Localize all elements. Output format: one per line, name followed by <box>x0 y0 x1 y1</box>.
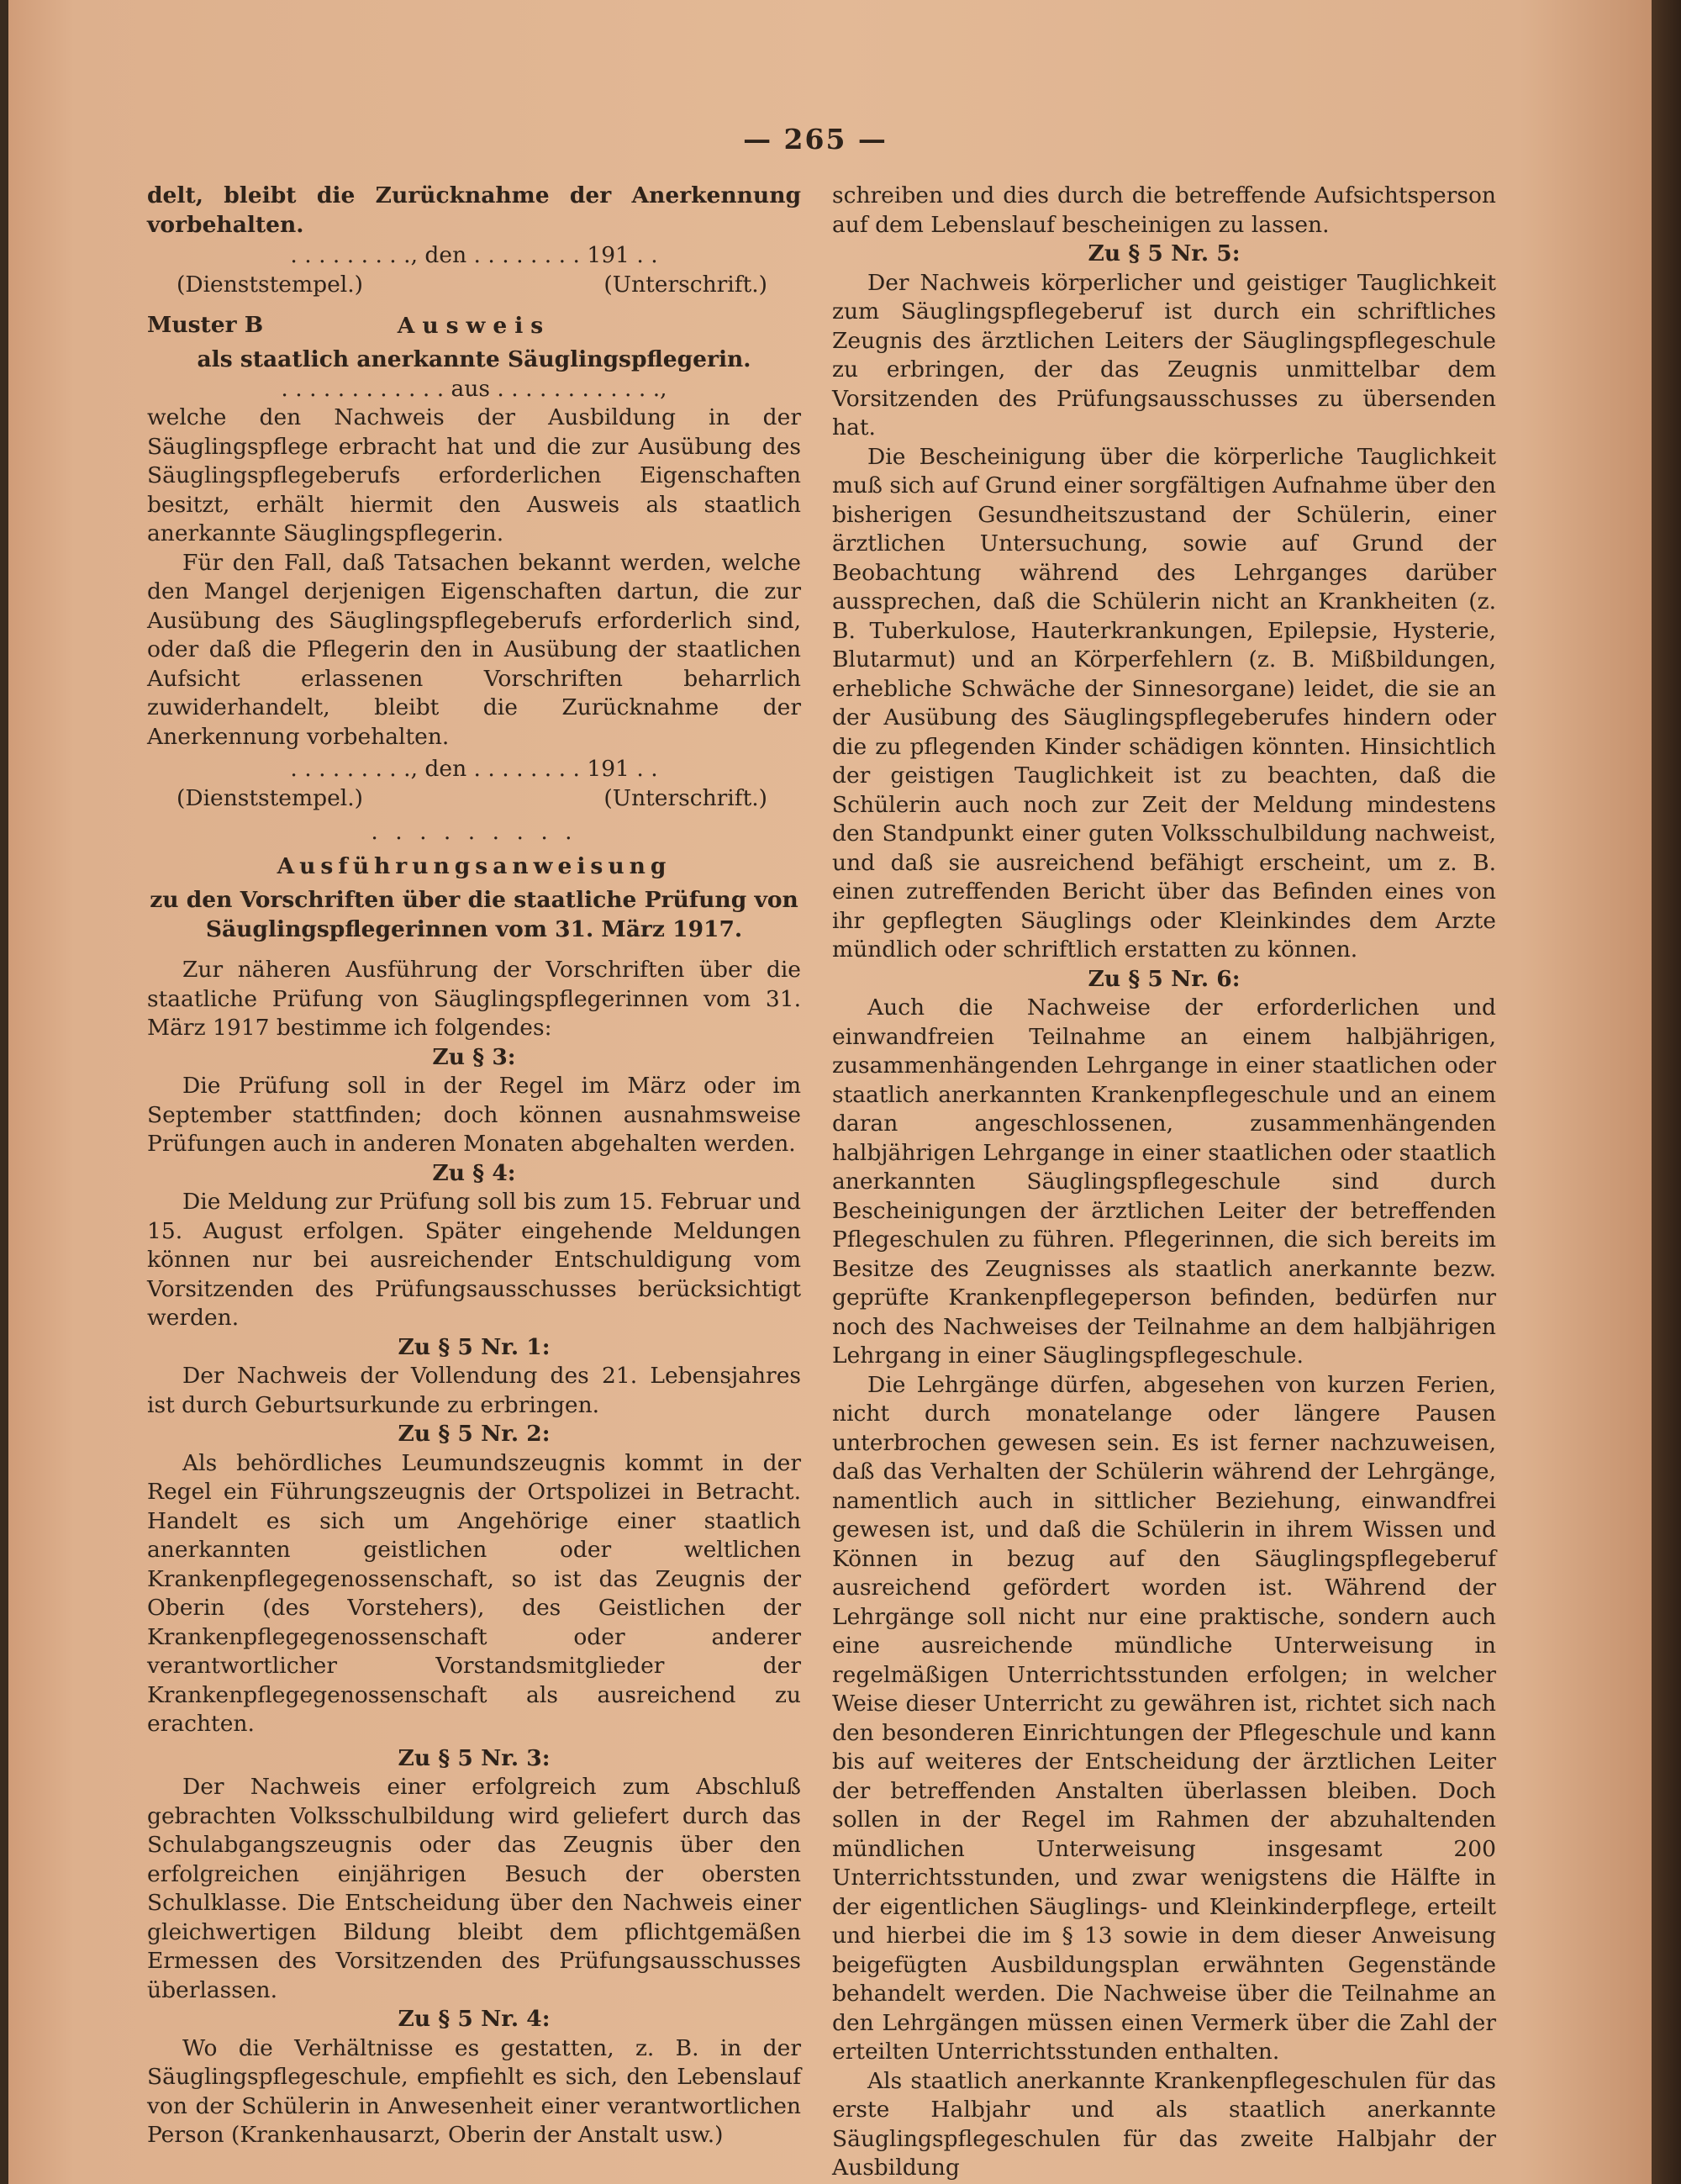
heading-para-5-nr-5: Zu § 5 Nr. 5: <box>1088 240 1241 266</box>
right-paragraph-5: Die Lehrgänge dürfen, abgesehen von kurzen Ferien, nicht durch monatelange oder längere Pausen unterbrochen gewesen sein. Es ist ferner nachzuweisen, daß das Verhalten der Schülerin während der Lehrgänge, namentlich auch in sittlicher Beziehung, einwandfrei gewesen ist, und daß die Schülerin in ihrem Wissen und Können in bezug auf den Säuglingspflegeberuf ausreichend gefördert worden ist. Während der Lehrgänge soll nicht nur eine praktische, sondern auch eine ausreichende mündliche Unterweisung in regelmäßigen Unterrichtsstunden erfolgen; in welcher Weise dieser Unterricht zu gewähren ist, richtet sich nach den besonderen Einrichtungen der Pflegeschule und kann bis auf weiteres der Entscheidung der ärztlichen Leiter der betreffenden Anstalten überlassen bleiben. Doch sollen in der Regel im Rahmen der abzuhaltenden mündlichen Unterweisung insgesamt 200 Unterrichtsstunden, und zwar wenigstens die Hälfte in der eigentlichen Säuglings- und Kleinkinderpflege, erteilt und hierbei die im § 13 sowie in dem dieser Anweisung beigefügten Ausbildungsplan erwähnten Gegenstände behandelt werden. Die Nachweise über die Teilnahme an den Lehrgängen müssen einen Vermerk über die Zahl der erteilten Unterrichtsstunden enthalten. <box>832 1371 1496 2065</box>
ausweis-title: Ausweis <box>397 312 551 339</box>
right-paragraph-6: Als staatlich anerkannte Krankenpflegeschulen für das erste Halbjahr und als staatlich anerkannte Säuglingspflegeschulen für das zweite Halbjahr der Ausbildung <box>832 2067 1496 2181</box>
right-paragraph-3: Die Bescheinigung über die körperliche Tauglichkeit muß sich auf Grund einer sorgfältigen Aufnahme über den bisherigen Gesundheitszustand der Schülerin, einer ärztlichen Untersuchung, sowie auf Grund der Beobachtung während des Lehrganges darüber aussprechen, daß die Schülerin nicht an Krankheiten (z. B. Tuberkulose, Hauterkrankungen, Epilepsie, Hysterie, Blutarmut) und an Körperfehlern (z. B. Mißbildungen, erhebliche Schwäche der Sinnesorgane) leidet, die sie an der Ausübung des Säuglingspflegeberufes hindern oder die zu pflegenden Kinder schädigen könnten. Hinsichtlich der geistigen Tauglichkeit ist zu beachten, daß die Schülerin auch noch zur Zeit der Meldung mindestens den Standpunkt einer guten Volksschulbildung nachweist, und daß sie ausreichend befähigt erscheint, um z. B. einen zutreffenden Bericht über das Befinden eines von ihr gepflegten Säuglings oder Kleinkindes dem Arzte mündlich oder schriftlich erstatten zu können. <box>832 443 1496 963</box>
left-paragraph-4: Zur näheren Ausführung der Vorschriften über die staatliche Prüfung von Säuglingspflegerinnen vom 31. März 1917 bestimme ich folgendes: <box>147 957 801 1041</box>
ausweis-subtitle: als staatlich anerkannte Säuglingspflegerin. <box>197 346 751 372</box>
heading-para-5-nr-4: Zu § 5 Nr. 4: <box>398 2006 551 2032</box>
left-paragraph-10: Wo die Verhältnisse es gestatten, z. B. in der Säuglingspflegeschule, empfiehlt es sich, den Lebenslauf von der Schülerin in Anwesenheit einer verantwortlichen Person (Krankenhausarzt, Oberin der Anstalt usw.) <box>147 2034 801 2148</box>
ausfuehrung-title: Ausführungsanweisung <box>277 852 672 879</box>
heading-para-5-nr-2: Zu § 5 Nr. 2: <box>398 1421 551 1447</box>
signature-labels-1 <box>147 271 801 300</box>
separator-dots: . . . . . . . . . <box>371 819 577 845</box>
left-paragraph-3: Für den Fall, daß Tatsachen bekannt werden, welche den Mangel derjenigen Eigenschaften dartun, die zur Ausübung des Säuglingspflegeberufs erforderlich sind, oder daß die Pflegerin den in Ausübung der staatlichen Aufsicht erlassenen Vorschriften beharrlich zuwiderhandelt, bleibt die Zurücknahme der Anerkennung vorbehalten. <box>147 549 801 750</box>
left-paragraph-8: Als behördliches Leumundszeugnis kommt in der Regel ein Führungszeugnis der Ortspolizei in Betracht. Handelt es sich um Angehörige einer staatlich anerkannten geistlichen oder weltlichen Krankenpflegegenossenschaft, so ist das Zeugnis der Oberin (des Vorstehers), des Geistlichen der Krankenpflegegenossenschaft oder anderer verantwortlicher Vorstandsmitglieder der Krankenpflegegenossenschaft als ausreichend zu erachten. <box>147 1449 801 1737</box>
heading-para-5-nr-6: Zu § 5 Nr. 6: <box>1088 965 1241 992</box>
right-paragraph-1: schreiben und dies durch die betreffende Aufsichtsperson auf dem Lebenslauf bescheinigen zu lassen. <box>832 182 1496 238</box>
left-paragraph-7: Der Nachweis der Vollendung des 21. Lebensjahres ist durch Geburtsurkunde zu erbringen. <box>147 1363 801 1418</box>
stamp-label: (Dienststempel.) <box>177 784 364 811</box>
signature-labels-2 <box>147 784 801 814</box>
page-number: — 265 — <box>743 123 888 156</box>
left-paragraph-2: welche den Nachweis der Ausbildung in der Säuglingspflege erbracht hat und die zur Ausübung des Säuglingspflegeberufs erforderlichen Eigenschaften besitzt, erhält hiermit den Ausweis als staatlich anerkannte Säuglingspflegerin. <box>147 404 801 546</box>
heading-para-3: Zu § 3: <box>432 1043 516 1070</box>
signature-label: (Unterschrift.) <box>603 271 767 298</box>
signature-label: (Unterschrift.) <box>603 784 767 811</box>
left-paragraph-9: Der Nachweis einer erfolgreich zum Abschluß gebrachten Volksschulbildung wird geliefert durch das Schulabgangszeugnis oder das Zeugnis über den erfolgreichen einjährigen Besuch der obersten Schulklasse. Die Entscheidung über den Nachweis einer gleichwertigen Bildung bleibt dem pflichtgemäßen Ermessen des Vorsitzenden des Prüfungsausschusses überlassen. <box>147 1774 801 2003</box>
heading-para-5-nr-3: Zu § 5 Nr. 3: <box>398 1744 551 1771</box>
left-paragraph-6: Die Meldung zur Prüfung soll bis zum 15. Februar und 15. August erfolgen. Später eingehende Meldungen können nur bei ausreichender Entschuldigung vom Vorsitzenden des Prüfungsausschusses berücksichtigt werden. <box>147 1189 801 1331</box>
stamp-label: (Dienststempel.) <box>177 271 364 298</box>
right-paragraph-4: Auch die Nachweise der erforderlichen und einwandfreien Teilnahme an einem halbjährigen, zusammenhängenden Lehrgange in einer staatlichen oder staatlich anerkannten Krankenpflegeschule und an einem daran angeschlossenen, zusammenhängenden halbjährigen Lehrgange in einer staatlichen oder staatlich anerkannten Säuglingspflegeschule sind durch Bescheinigungen der ärztlichen Leiter der betreffenden Pflegeschulen zu führen. Pflegerinnen, die sich bereits im Besitze des Zeugnisses als staatlich anerkannte bezw. geprüfte Krankenpflegeperson befinden, bedürfen nur noch des Nachweises der Teilnahme an dem halbjährigen Lehrgang in einer Säuglingspflegeschule. <box>832 994 1496 1369</box>
left-paragraph-1: delt, bleibt die Zurücknahme der Anerkennung vorbehalten. <box>147 182 801 238</box>
muster-label: Muster B <box>147 312 264 338</box>
heading-para-5-nr-1: Zu § 5 Nr. 1: <box>398 1333 551 1360</box>
heading-para-4: Zu § 4: <box>432 1159 516 1186</box>
left-paragraph-5: Die Prüfung soll in der Regel im März oder im September stattfinden; doch können ausnahmsweise Prüfungen auch in anderen Monaten abgehalten werden. <box>147 1073 801 1157</box>
book-spine <box>1652 0 1681 2184</box>
signature-line-1: . . . . . . . . ., den . . . . . . . . 191 . . <box>290 242 658 268</box>
right-paragraph-2: Der Nachweis körperlicher und geistiger Tauglichkeit zum Säuglingspflegeberuf ist durch ein schriftliches Zeugnis des ärztlichen Leiters der Säuglingspflegeschule zu erbringen, der das Zeugnis unmittelbar dem Vorsitzenden des Prüfungsausschusses zu übersenden hat. <box>832 269 1496 440</box>
right-column <box>832 182 1496 2183</box>
left-column <box>147 182 801 2150</box>
ausfuehrung-subtitle: zu den Vorschriften über die staatliche Prüfung von Säuglingspflegerinnen vom 31. März 1917. <box>150 887 798 942</box>
signature-line-2: . . . . . . . . ., den . . . . . . . . 191 . . <box>290 756 658 782</box>
aus-line: . . . . . . . . . . . . aus . . . . . . . . . . . ., <box>281 375 667 402</box>
